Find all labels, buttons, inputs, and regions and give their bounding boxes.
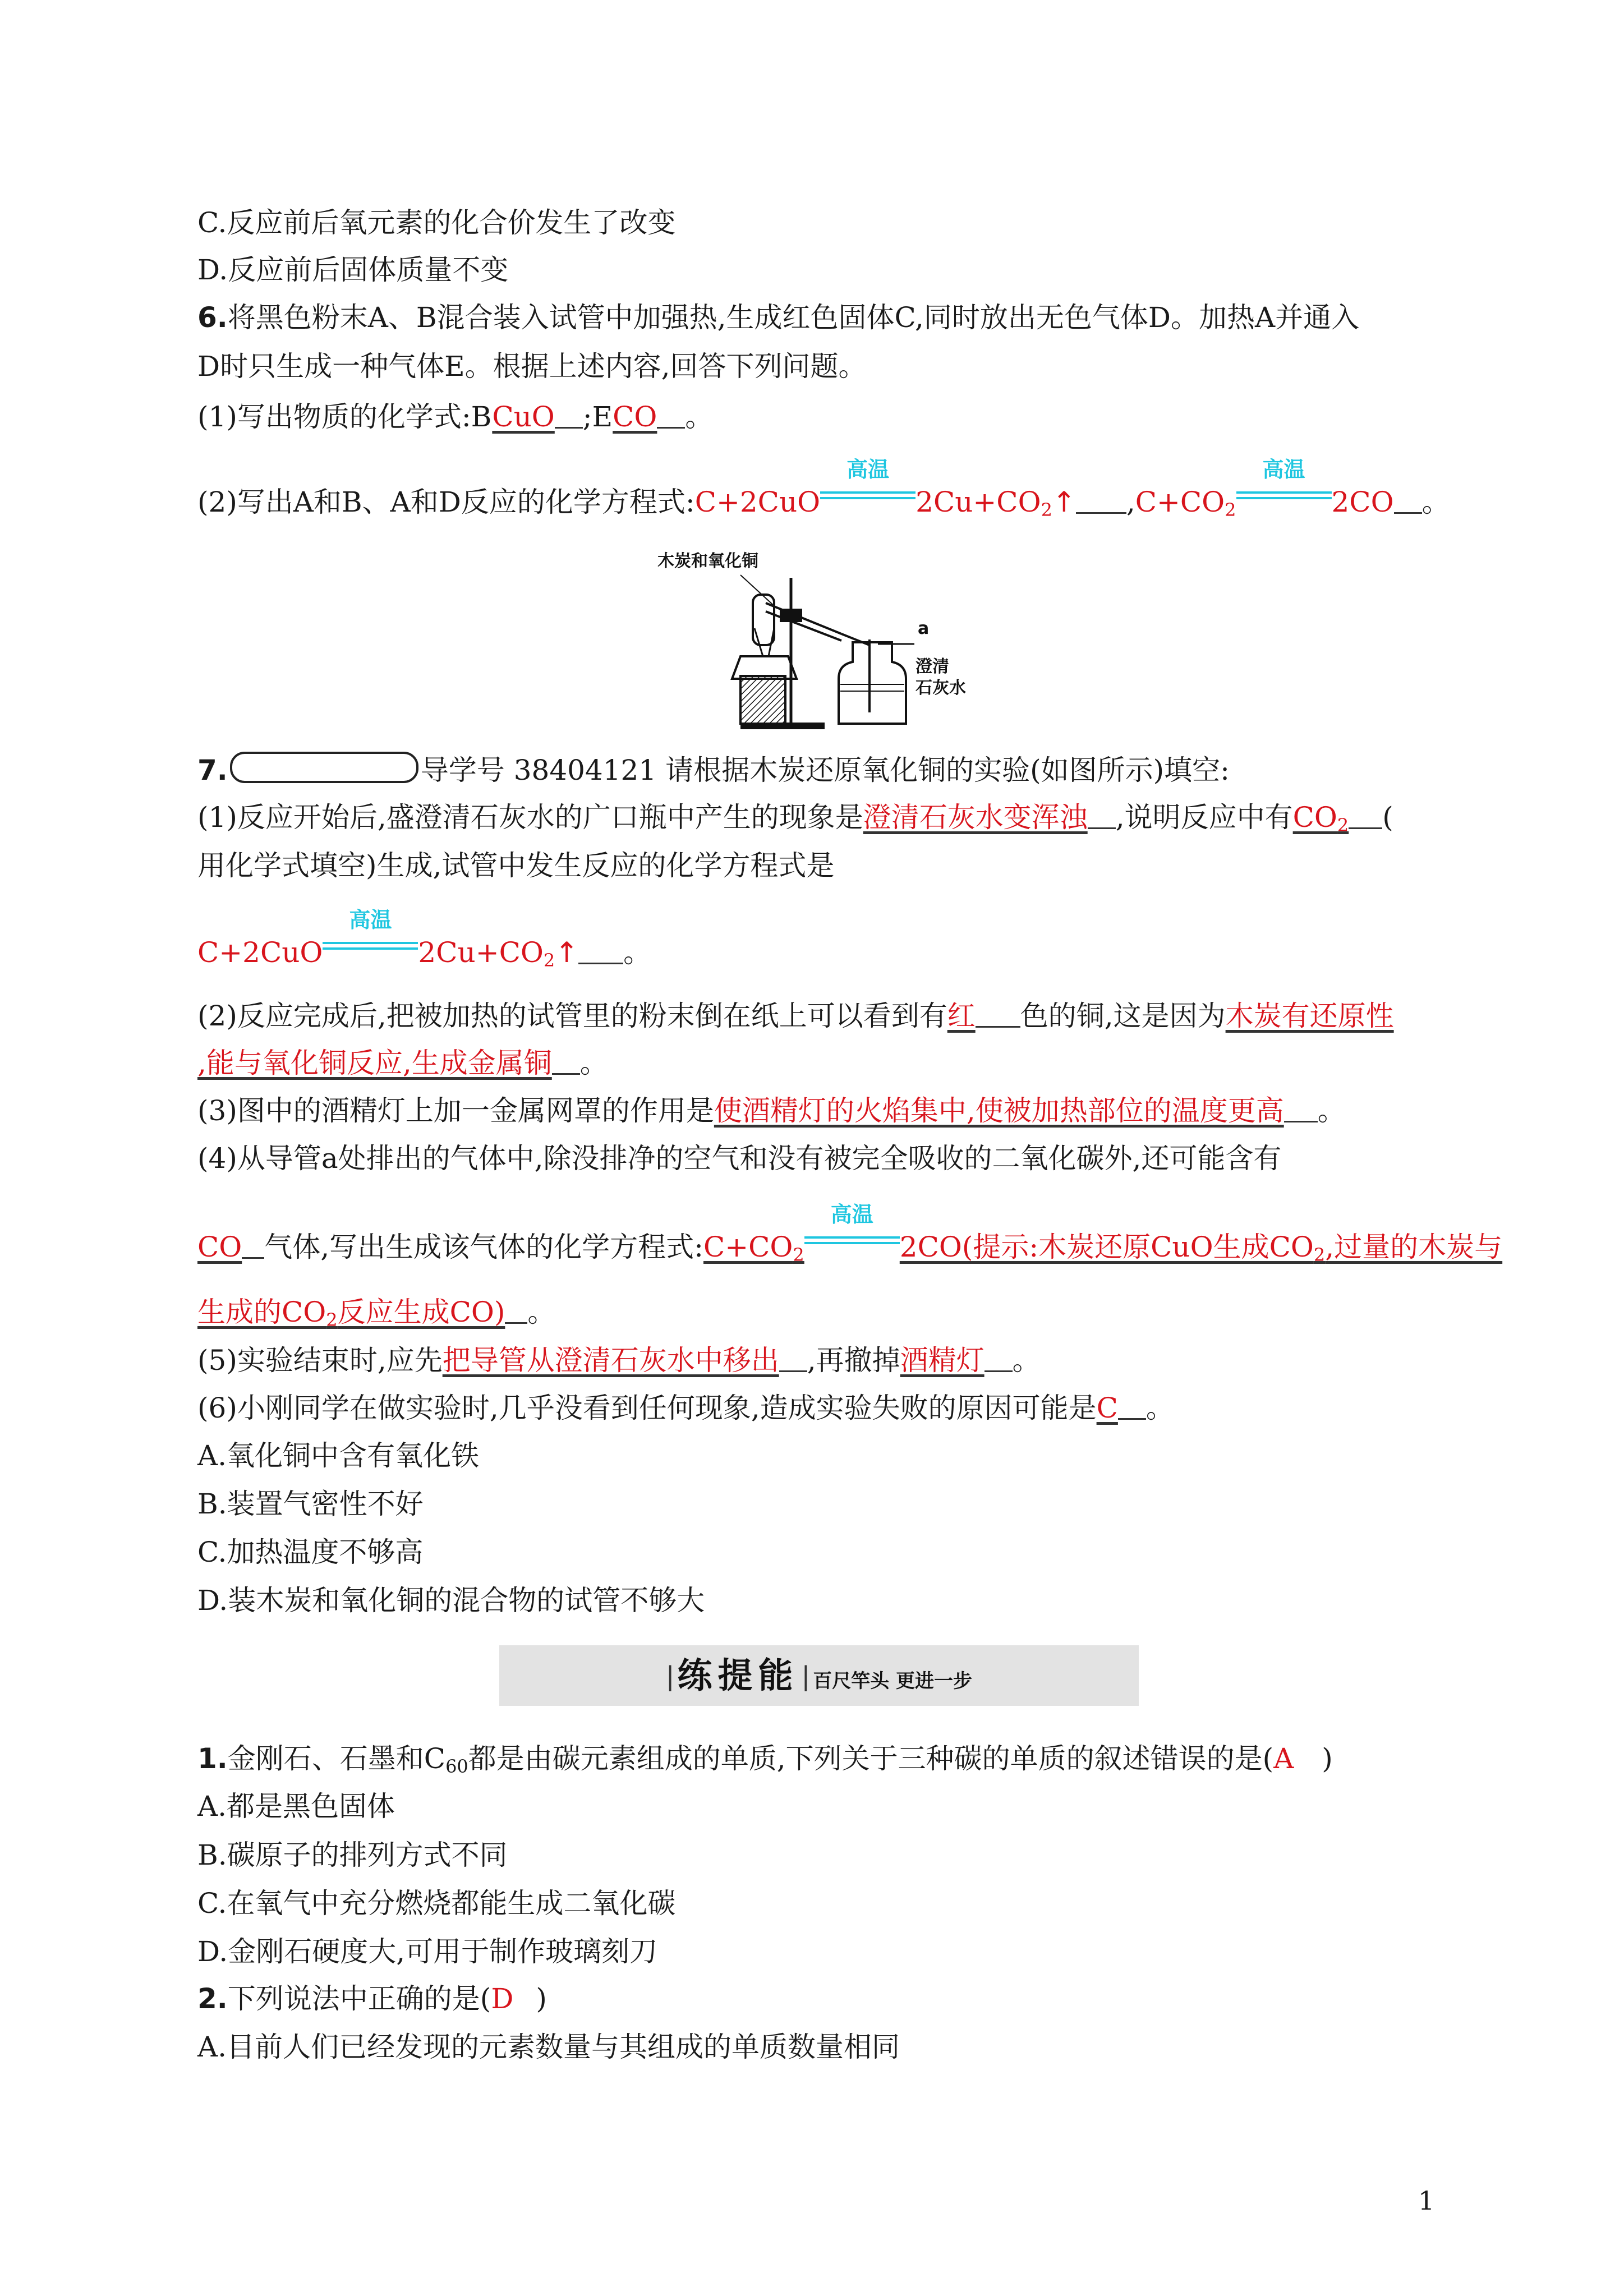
q7-option-a: A.氧化铜中含有氧化铁	[197, 1439, 480, 1472]
guide-badge-icon	[230, 752, 418, 783]
q2-answer: D	[491, 1982, 514, 2015]
q2-option-a: A.目前人们已经发现的元素数量与其组成的单质数量相同	[197, 2031, 900, 2063]
q6-stem-line2: D时只生成一种气体E。根据上述内容,回答下列问题。	[197, 350, 867, 383]
q6-part2: (2)写出A和B、A和D反应的化学方程式:C+2CuO 高温 $2Cu+CO_2↑$ $,C+CO_2$ 高温 2CO 。	[197, 457, 1450, 521]
label-mixture: 木炭和氧化铜	[657, 551, 758, 571]
section-title: 练提能	[677, 1655, 799, 1696]
q1-option-c: C.在氧气中充分燃烧都能生成二氧化碳	[197, 1887, 676, 1920]
section-subtitle: 百尺竿头 更进一步	[813, 1670, 973, 1692]
option-d-prev: D.反应前后固体质量不变	[197, 254, 509, 286]
reaction-condition: 高温	[804, 1228, 900, 1257]
q6-stem-line1: 6.将黑色粉末A、B混合装入试管中加强热,生成红色固体C,同时放出无色气体D。加热A并通入	[197, 301, 1360, 334]
q1-stem: 1.金刚石、石墨和$C_{60}$都是由碳元素组成的单质,下列关于三种碳的单质的叙述错误的是(A )	[197, 1742, 1333, 1777]
reaction-condition: 高温	[323, 934, 418, 962]
q6-answer-b: CuO	[492, 401, 555, 433]
q7-part1-line2: 用化学式填空)生成,试管中发生反应的化学方程式是	[197, 849, 835, 882]
q7-part1-equation: C+2CuO 高温 $2Cu+CO_2↑$ 。	[197, 908, 652, 971]
q7-option-d: D.装木炭和氧化铜的混合物的试管不够大	[197, 1584, 705, 1617]
label-limewater-1: 澄清	[915, 657, 949, 677]
q6-equation-1: C+2CuO 高温 $2Cu+CO_2↑$	[694, 457, 1076, 521]
q7-part2-line2: ,能与氧化铜反应,生成金属铜 。	[197, 1047, 608, 1079]
q7-part4-line3: 生成的$CO_2$反应生成CO) 。	[197, 1296, 556, 1331]
q7-number: 7.	[197, 754, 228, 786]
section-banner: | 练提能 | 百尺竿头 更进一步	[499, 1645, 1139, 1706]
q7-part2-line1: (2)反应完成后,把被加热的试管里的粉末倒在纸上可以看到有红 色的铜,这是因为木炭有还原性	[197, 1000, 1394, 1032]
q2-stem: 2.下列说法中正确的是(D )	[197, 1982, 547, 2015]
q7-option-b: B.装置气密性不好	[197, 1488, 424, 1520]
label-a: a	[918, 619, 930, 638]
q7-part6: (6)小刚同学在做实验时,几乎没看到任何现象,造成实验失败的原因可能是C 。	[197, 1392, 1174, 1424]
q7-part1-line1: (1)反应开始后,盛澄清石灰水的广口瓶中产生的现象是澄清石灰水变浑浊 ,说明反应中有$CO_2$ (	[197, 801, 1393, 836]
q6-part1: (1)写出物质的化学式:BCuO ;ECO 。	[197, 401, 714, 433]
q7-part4-line1: (4)从导管a处排出的气体中,除没排净的空气和没有被完全吸收的二氧化碳外,还可能含有	[197, 1142, 1282, 1175]
q6-answer-e: CO	[613, 401, 657, 433]
option-c-prev: C.反应前后氧元素的化合价发生了改变	[197, 206, 676, 239]
q6-equation-2: $C+CO_2$ 高温 2CO	[1135, 457, 1394, 521]
q7-part4-line2: CO 气体,写出生成该气体的化学方程式$:C+CO_2$ 高温 2CO(提示:木炭还原CuO生成$CO_2$,过量的木炭与	[197, 1202, 1503, 1266]
q1-option-d: D.金刚石硬度大,可用于制作玻璃刻刀	[197, 1935, 658, 1968]
reaction-condition: 高温	[1236, 484, 1332, 512]
reaction-condition: 高温	[820, 484, 915, 512]
page-number: 1	[1418, 2185, 1435, 2216]
q7-option-c: C.加热温度不够高	[197, 1536, 424, 1568]
q7-part5: (5)实验结束时,应先把导管从澄清石灰水中移出 ,再撤掉酒精灯 。	[197, 1344, 1041, 1377]
q7-stem: 7. 导学号 38404121 请根据木炭还原氧化铜的实验(如图所示)填空:	[197, 752, 1443, 789]
q1-answer: A	[1273, 1742, 1294, 1775]
apparatus-diagram	[656, 544, 970, 735]
q1-option-b: B.碳原子的排列方式不同	[197, 1839, 508, 1871]
q6-number: 6.	[197, 301, 228, 334]
q1-option-a: A.都是黑色固体	[197, 1790, 395, 1823]
q7-part3: (3)图中的酒精灯上加一金属网罩的作用是使酒精灯的火焰集中,使被加热部位的温度更高 。	[197, 1094, 1346, 1127]
label-limewater-2: 石灰水	[915, 678, 966, 698]
